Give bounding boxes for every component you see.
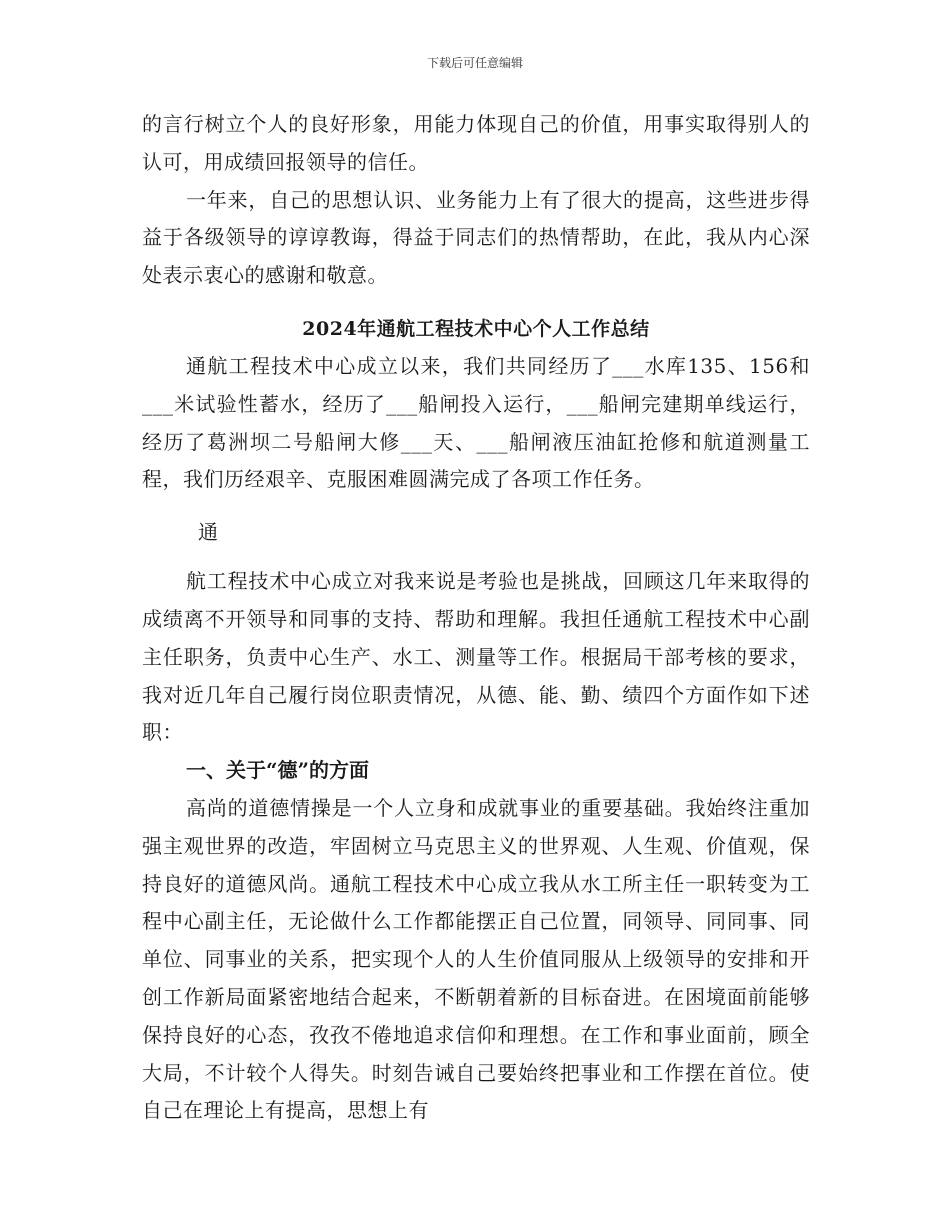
paragraph-intro: 通航工程技术中心成立以来，我们共同经历了___水库135、156和___米试验性蓄水，经历了___船闸投入运行，___船闸完建期单线运行，经历了葛洲坝二号船闸大修___天、___船闸液压油缸抢修和航道测量工程，我们历经艰辛、克服困难圆满完成了各项工作任务。 <box>142 353 810 492</box>
document-title: 2024年通航工程技术中心个人工作总结 <box>302 317 650 340</box>
document-body <box>142 106 810 1130</box>
paragraph-thanks: 一年来，自己的思想认识、业务能力上有了很大的提高，这些进步得益于各级领导的谆谆教诲，得益于同志们的热情帮助，在此，我从内心深处表示衷心的感谢和敬意。 <box>142 187 810 288</box>
paragraph-continuation: 的言行树立个人的良好形象，用能力体现自己的价值，用事实取得别人的认可，用成绩回报领导的信任。 <box>142 112 810 174</box>
section-heading-morality: 一、关于“德”的方面 <box>186 758 370 783</box>
page-header-note: 下载后可任意编辑 <box>426 56 523 70</box>
paragraph-lone-character: 通 <box>198 520 218 545</box>
paragraph-morality: 高尚的道德情操是一个人立身和成就事业的重要基础。我始终注重加强主观世界的改造，牢固树立马克思主义的世界观、人生观、价值观，保持良好的道德风尚。通航工程技术中心成立我从水工所主任一职转变为工程中心副主任，无论做什么工作都能摆正自己位置，同领导、同同事、同单位、同事业的关系，把实现个人的人生价值同服从上级领导的安排和开创工作新局面紧密地结合起来，不断朝着新的目标奋进。在困境面前能够保持良好的心态，孜孜不倦地追求信仰和理想。在工作和事业面前，顾全大局，不计较个人得失。时刻告诫自己要始终把事业和工作摆在首位。使自己在理论上有提高，思想上有 <box>142 795 810 1123</box>
paragraph-challenge: 航工程技术中心成立对我来说是考验也是挑战，回顾这几年来取得的成绩离不开领导和同事的支持、帮助和理解。我担任通航工程技术中心副主任职务，负责中心生产、水工、测量等工作。根据局干部考核的要求，我对近几年自己履行岗位职责情况，从德、能、勤、绩四个方面作如下述职： <box>142 569 810 745</box>
